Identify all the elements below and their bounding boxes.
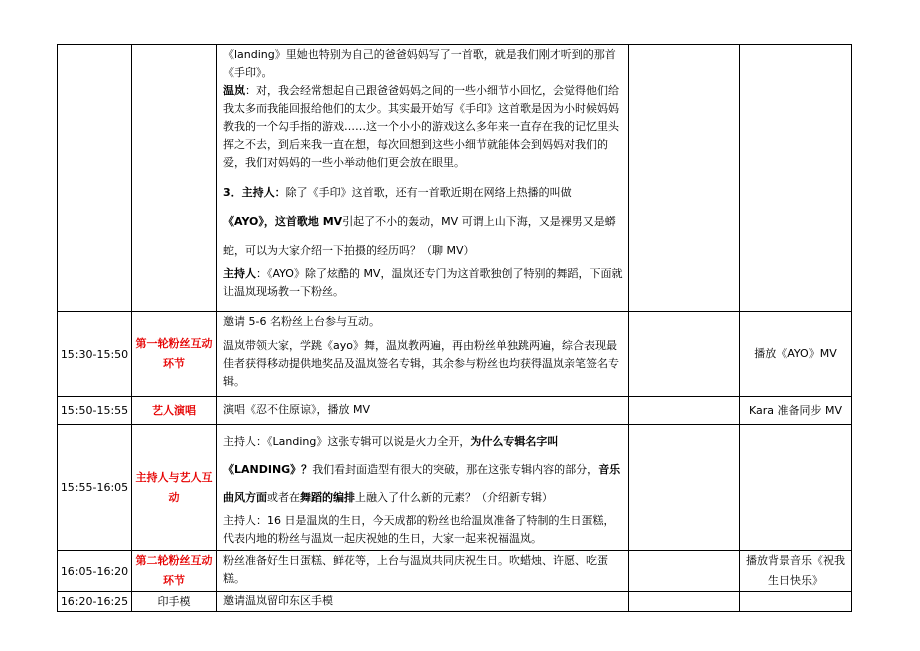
- content-paragraph: 邀请温岚留印东区手模: [223, 594, 333, 607]
- time-cell: 15:50-15:55: [58, 397, 132, 425]
- speaker-label: 温岚: [223, 84, 245, 97]
- content-cell: [217, 592, 629, 612]
- content-cell: [217, 425, 629, 551]
- time-cell: 15:30-15:50: [58, 312, 132, 397]
- time-cell: [58, 45, 132, 312]
- content-paragraph: 邀请 5-6 名粉丝上台参与互动。: [223, 315, 380, 328]
- content-bold: 《AYO》，这首歌地 MV: [223, 215, 343, 228]
- table-row: [58, 45, 852, 312]
- note-cell: [740, 45, 852, 312]
- table-row: [58, 312, 852, 397]
- note-cell: 播放《AYO》MV: [740, 312, 852, 397]
- content-paragraph: 主持人：16 日是温岚的生日，今天成都的粉丝也给温岚准备了特制的生日蛋糕，代表内地的粉丝与温岚一起庆祝她的生日，大家一起来祝福温岚。: [223, 514, 615, 545]
- content-text: 我们看封面造型有很大的突破，那在这张专辑内容的部分，: [312, 463, 599, 476]
- empty-cell: [629, 45, 740, 312]
- question-lead: 3．主持人：: [223, 186, 286, 199]
- content-paragraph: [223, 178, 623, 265]
- content-paragraph: 温岚带领大家，学跳《ayo》舞，温岚教两遍，再由粉丝单独跳两遍，综合表现最佳者获得移动提供地奖品及温岚签名专辑，其余参与粉丝也均获得温岚亲笔签名专辑。: [223, 339, 619, 388]
- content-cell: [217, 45, 629, 312]
- content-text: 或者在: [267, 491, 300, 504]
- time-cell: 15:55-16:05: [58, 425, 132, 551]
- content-paragraph: 演唱《忍不住原谅》，播放 MV: [223, 403, 371, 416]
- segment-cell: [132, 45, 217, 312]
- content-bold: 音乐曲风方面: [223, 463, 621, 504]
- empty-cell: [629, 551, 740, 592]
- content-bold: 舞蹈的编排: [300, 491, 355, 504]
- content-text: ：《AYO》除了炫酷的 MV，温岚还专门为这首歌独创了特别的舞蹈，下面就让温岚现场教一下粉丝。: [223, 267, 623, 298]
- table-row: [58, 592, 852, 612]
- table-row: [58, 397, 852, 425]
- content-text: 上融入了什么新的元素？（介绍新专辑）: [355, 491, 553, 504]
- time-cell: 16:05-16:20: [58, 551, 132, 592]
- note-cell: 播放背景音乐《祝我生日快乐》: [740, 551, 852, 592]
- empty-cell: [629, 592, 740, 612]
- speaker-label: 主持人: [223, 267, 256, 280]
- segment-cell: 艺人演唱: [132, 397, 217, 425]
- content-paragraph: 粉丝准备好生日蛋糕、鲜花等，上台与温岚共同庆祝生日。吹蜡烛、许愿、吃蛋糕。: [223, 554, 608, 585]
- content-text: ：对，我会经常想起自己跟爸爸妈妈之间的一些小细节小回忆，会觉得他们给我太多而我能回报给他们的太少。其实最开始写《手印》这首歌是因为小时候妈妈教我的一个勾手指的游戏……这一个小小的游戏这么多年来一直存在我的记忆里头挥之不去，到后来我一直在想，每次回想到这些小细节就能体会到妈妈对我们的爱，我们对妈妈的一些小举动他们更会放在眼里。: [223, 84, 619, 169]
- note-cell: [740, 425, 852, 551]
- note-cell: Kara 准备同步 MV: [740, 397, 852, 425]
- content-text: 引起了不小的轰动，MV 可谓上山下海，又是裸男又是蟒蛇，可以为大家介绍一下拍摄的经历吗？（聊 MV）: [223, 215, 616, 257]
- content-paragraph: [223, 265, 623, 301]
- content-paragraph: [223, 82, 623, 172]
- content-text: 除了《手印》这首歌，还有一首歌近期在网络上热播的叫做: [285, 186, 572, 199]
- content-cell: [217, 397, 629, 425]
- segment-cell: 主持人与艺人互动: [132, 425, 217, 551]
- empty-cell: [629, 312, 740, 397]
- content-bold: 为什么专辑名字叫《LANDING》？: [223, 435, 559, 476]
- empty-cell: [629, 397, 740, 425]
- table-row: [58, 425, 852, 551]
- note-cell: [740, 592, 852, 612]
- segment-cell: 印手模: [132, 592, 217, 612]
- segment-cell: 第二轮粉丝互动环节: [132, 551, 217, 592]
- empty-cell: [629, 425, 740, 551]
- content-paragraph: 《landing》里她也特别为自己的爸爸妈妈写了一首歌，就是我们刚才听到的那首《手印》。: [223, 48, 616, 79]
- time-cell: 16:20-16:25: [58, 592, 132, 612]
- table-row: [58, 551, 852, 592]
- content-cell: [217, 312, 629, 397]
- content-paragraph: [223, 428, 623, 512]
- content-text: 主持人：《Landing》这张专辑可以说是火力全开，: [223, 435, 471, 448]
- content-cell: [217, 551, 629, 592]
- segment-cell: 第一轮粉丝互动环节: [132, 312, 217, 397]
- schedule-table: [57, 44, 852, 612]
